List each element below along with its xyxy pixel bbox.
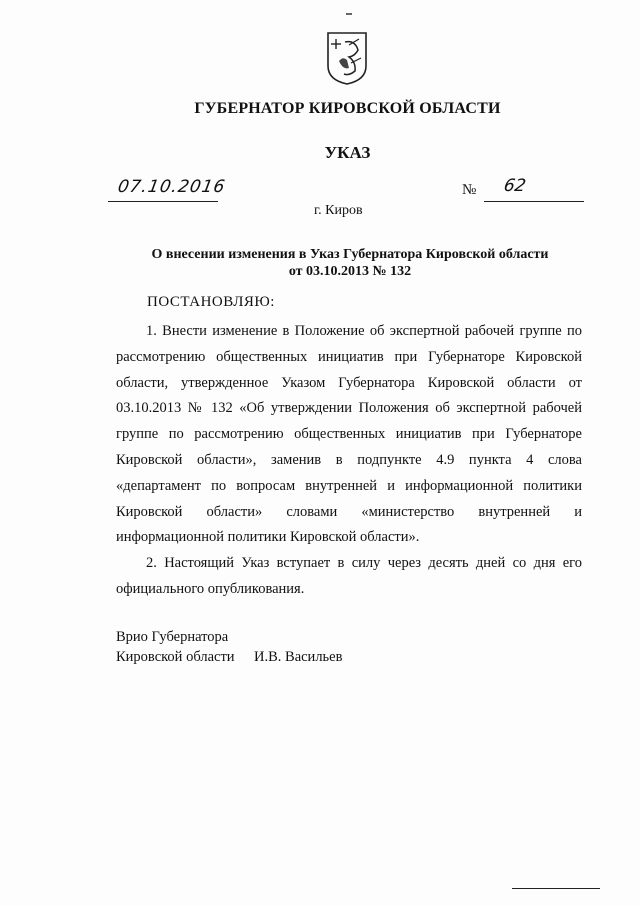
issuing-authority: ГУБЕРНАТОР КИРОВСКОЙ ОБЛАСТИ [194, 100, 501, 117]
footer-rule [512, 888, 600, 889]
decree-subject [130, 246, 570, 280]
decree-body [116, 319, 582, 603]
handwritten-date: 07.10.2016 [116, 177, 228, 197]
number-sign: № [462, 182, 477, 198]
subject-line-1: О внесении изменения в Указ Губернатора Кировской области [151, 247, 549, 262]
handwritten-number: 62 [502, 176, 528, 196]
subject-line-2: от 03.10.2013 № 132 [288, 264, 412, 279]
signatory-position [116, 627, 235, 667]
paragraph-2: 2. Настоящий Указ вступает в силу через десять дней со дня его официального опубликования. [116, 555, 582, 597]
coat-of-arms-icon [325, 30, 369, 86]
document-type: УКАЗ [324, 143, 371, 162]
number-field [484, 176, 584, 202]
preamble: ПОСТАНОВЛЯЮ: [147, 294, 275, 310]
paragraph-1: 1. Внести изменение в Положение об экспертной рабочей группе по рассмотрению общественных инициатив при Губернаторе Кировской области, утвержденное Указом Губернатора Кировской области от 03.10.2013 № 132 «Об утверждении Положения об экспертной рабочей группе по рассмотрению общественных инициатив при Губернаторе Кировской области», заменив в подпункте 4.9 пункта 4 слова «департамент по вопросам внутренней и информационной политики Кировской области» словами «министерство внутренней и информационной политики Кировской области». [116, 323, 582, 546]
date-field [108, 177, 228, 202]
signatory-position-line-1: Врио Губернатора [116, 629, 229, 645]
signatory-name: И.В. Васильев [254, 649, 343, 665]
scan-speck [346, 13, 352, 15]
city: г. Киров [314, 203, 363, 218]
signatory-position-line-2: Кировской области [116, 649, 235, 665]
